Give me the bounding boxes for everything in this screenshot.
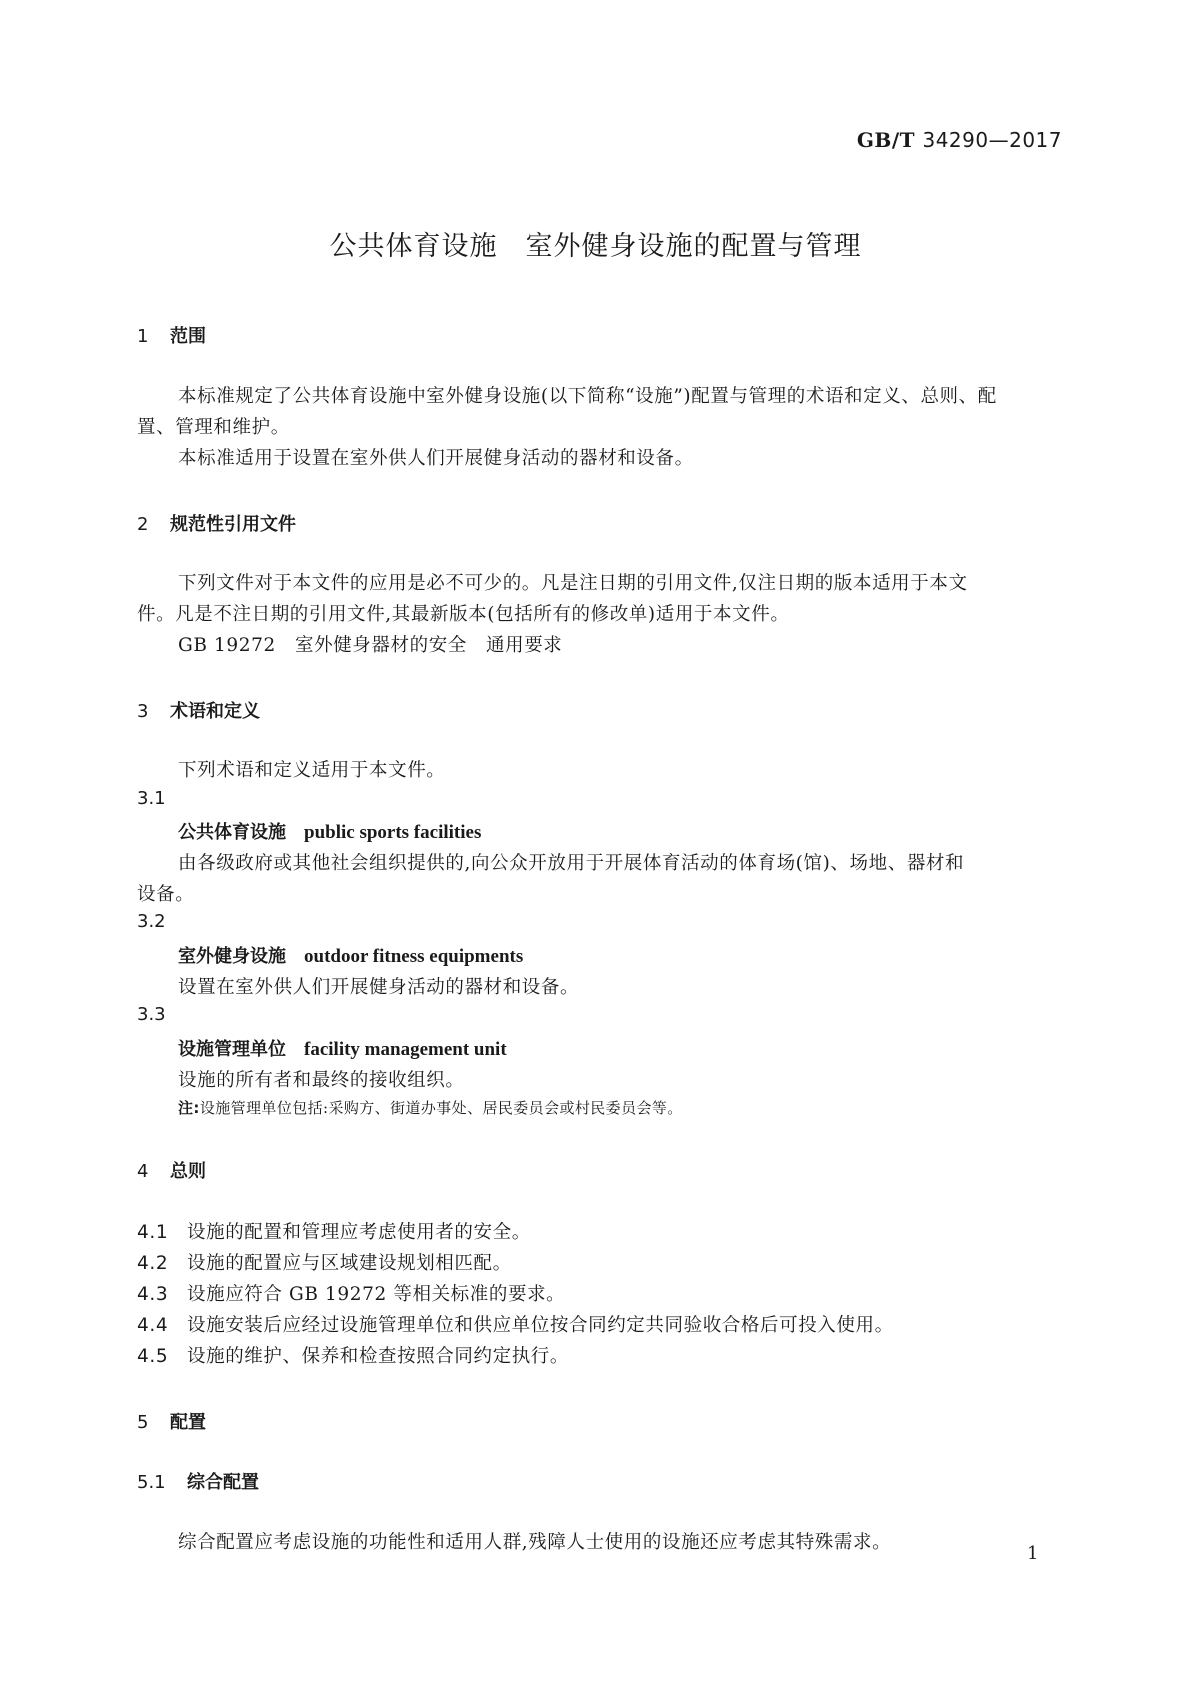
section-1-paragraph-1-line-1: 本标准规定了公共体育设施中室外健身设施(以下简称“设施”)配置与管理的术语和定义、总则、配	[178, 386, 997, 407]
subsection-5-1-number: 5.1	[137, 1472, 166, 1493]
section-5-number: 5	[137, 1412, 149, 1433]
clause-number: 4.4	[137, 1315, 169, 1336]
section-2-number: 2	[137, 514, 149, 535]
section-1-number: 1	[137, 326, 149, 347]
term-3-2-en: outdoor fitness equipments	[304, 946, 524, 967]
clause-number: 4.3	[137, 1284, 169, 1305]
term-3-1-definition-line-1: 由各级政府或其他社会组织提供的,向公众开放用于开展体育活动的体育场(馆)、场地、器材和	[178, 853, 965, 874]
term-3-1-name	[178, 818, 481, 844]
term-3-3-definition: 设施的所有者和最终的接收组织。	[178, 1070, 465, 1091]
standard-number: 34290—2017	[922, 128, 1062, 152]
subsection-5-1-title: 综合配置	[187, 1472, 259, 1493]
note-label: 注:	[178, 1099, 200, 1117]
term-3-3-note	[178, 1097, 683, 1118]
note-text: 设施管理单位包括:采购方、街道办事处、居民委员会或村民委员会等。	[199, 1099, 683, 1117]
clause-number: 4.2	[137, 1253, 169, 1274]
standard-prefix: GB/T	[856, 128, 915, 152]
section-3-number: 3	[137, 701, 149, 722]
section-1-title: 范围	[170, 326, 206, 347]
normative-reference: GB 19272 室外健身器材的安全 通用要求	[178, 635, 563, 656]
section-4-title: 总则	[170, 1161, 206, 1182]
term-3-1-number: 3.1	[137, 788, 166, 809]
term-3-1-en: public sports facilities	[304, 822, 482, 843]
term-3-2-number: 3.2	[137, 911, 166, 932]
clause-4-1	[137, 1218, 531, 1244]
term-3-3-cn: 设施管理单位	[178, 1039, 286, 1060]
clause-text: 设施的配置应与区域建设规划相匹配。	[187, 1253, 512, 1274]
section-1-paragraph-2: 本标准适用于设置在室外供人们开展健身活动的器材和设备。	[178, 448, 694, 469]
section-5-heading	[137, 1408, 206, 1434]
term-3-3-number: 3.3	[137, 1004, 166, 1025]
clause-number: 4.1	[137, 1222, 169, 1243]
section-4-heading	[137, 1157, 206, 1183]
term-3-2-definition: 设置在室外供人们开展健身活动的器材和设备。	[178, 977, 580, 998]
clause-text: 设施应符合 GB 19272 等相关标准的要求。	[187, 1284, 566, 1305]
document-title: 公共体育设施 室外健身设施的配置与管理	[329, 231, 862, 262]
clause-4-2	[137, 1249, 512, 1275]
section-1-paragraph-1-line-2: 置、管理和维护。	[137, 417, 290, 438]
clause-4-5	[137, 1342, 569, 1368]
clause-4-4	[137, 1311, 894, 1337]
section-3-heading	[137, 697, 260, 723]
term-3-1-cn: 公共体育设施	[178, 822, 286, 843]
term-3-3-en: facility management unit	[304, 1039, 507, 1060]
clause-number: 4.5	[137, 1346, 169, 1367]
section-1-heading	[137, 322, 206, 348]
section-3-title: 术语和定义	[170, 701, 260, 722]
section-2-title: 规范性引用文件	[170, 514, 296, 535]
clause-text: 设施的配置和管理应考虑使用者的安全。	[187, 1222, 531, 1243]
section-2-paragraph-line-2: 件。凡是不注日期的引用文件,其最新版本(包括所有的修改单)适用于本文件。	[137, 604, 790, 625]
subsection-5-1-paragraph: 综合配置应考虑设施的功能性和适用人群,残障人士使用的设施还应考虑其特殊需求。	[178, 1532, 892, 1553]
section-2-heading	[137, 510, 296, 536]
clause-text: 设施安装后应经过设施管理单位和供应单位按合同约定共同验收合格后可投入使用。	[187, 1315, 894, 1336]
section-2-paragraph-line-1: 下列文件对于本文件的应用是必不可少的。凡是注日期的引用文件,仅注日期的版本适用于本文	[178, 573, 968, 594]
term-3-2-name	[178, 942, 523, 968]
clause-text: 设施的维护、保养和检查按照合同约定执行。	[187, 1346, 570, 1367]
term-3-2-cn: 室外健身设施	[178, 946, 286, 967]
term-3-3-name	[178, 1035, 507, 1061]
subsection-5-1-heading	[137, 1468, 259, 1494]
section-4-number: 4	[137, 1161, 149, 1182]
section-5-title: 配置	[170, 1412, 206, 1433]
clause-4-3	[137, 1280, 565, 1306]
section-3-intro: 下列术语和定义适用于本文件。	[178, 760, 446, 781]
standard-code	[857, 128, 1062, 152]
term-3-1-definition-line-2: 设备。	[137, 884, 195, 905]
page-number: 1	[1027, 1543, 1039, 1564]
